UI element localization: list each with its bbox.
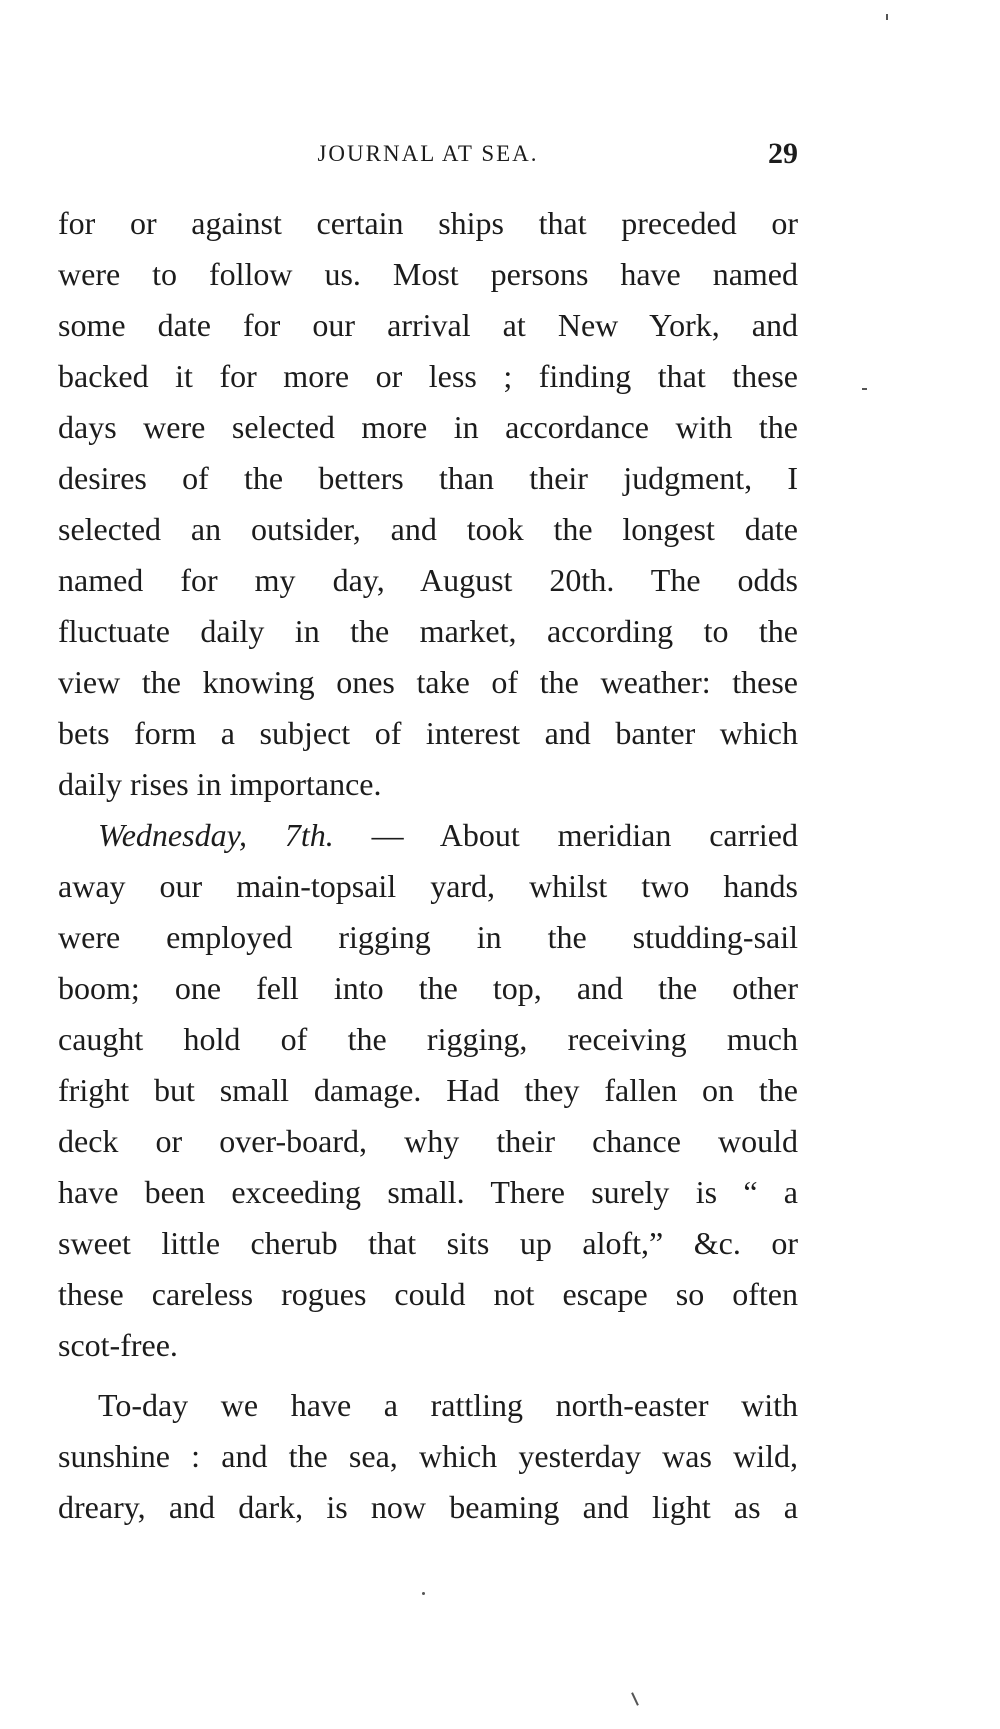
text-line: desires of the betters than their judgment, I — [58, 460, 798, 496]
text-line: have been exceeding small. There surely is “ a — [58, 1174, 798, 1210]
paragraph-1 — [58, 198, 798, 810]
text-line: backed it for more or less ; finding that these — [58, 358, 798, 394]
text-line: fright but small damage. Had they fallen on the — [58, 1072, 798, 1108]
text-line: bets form a subject of interest and banter which — [58, 715, 798, 751]
text-line: some date for our arrival at New York, and — [58, 307, 798, 343]
page-number: 29 — [768, 137, 798, 170]
text-line: To-day we have a rattling north-easter with — [98, 1387, 798, 1423]
text-line: daily rises in importance. — [58, 766, 382, 802]
running-title: JOURNAL AT SEA. — [317, 141, 539, 166]
text-line-lead — [58, 810, 798, 861]
running-head — [58, 137, 798, 177]
text-line: were employed rigging in the studding-sail — [58, 919, 798, 955]
text-line: days were selected more in accordance with the — [58, 409, 798, 445]
text-line: boom; one fell into the top, and the other — [58, 970, 798, 1006]
paragraph-3 — [58, 1380, 798, 1533]
lead-text: — About meridian carried — [333, 817, 799, 853]
text-line: deck or over-board, why their chance would — [58, 1123, 798, 1159]
date-heading: Wednesday, 7th. — [98, 817, 334, 853]
text-line: named for my day, August 20th. The odds — [58, 562, 798, 598]
text-line: view the knowing ones take of the weather: these — [58, 664, 798, 700]
scan-speck — [422, 1592, 425, 1595]
scan-speck — [631, 1692, 639, 1706]
body-text — [58, 198, 798, 1533]
text-line: sweet little cherub that sits up aloft,” &c. or — [58, 1225, 798, 1261]
text-line: scot-free. — [58, 1327, 178, 1363]
text-line: sunshine : and the sea, which yesterday was wild, — [58, 1438, 798, 1474]
scan-speck — [886, 14, 888, 20]
text-line: caught hold of the rigging, receiving much — [58, 1021, 798, 1057]
text-line: fluctuate daily in the market, according to the — [58, 613, 798, 649]
paragraph-2 — [58, 810, 798, 1371]
scan-speck — [862, 388, 867, 390]
text-line: for or against certain ships that preceded or — [58, 205, 798, 241]
text-line: these careless rogues could not escape so often — [58, 1276, 798, 1312]
text-line: dreary, and dark, is now beaming and light as a — [58, 1489, 798, 1525]
text-line: selected an outsider, and took the longest date — [58, 511, 798, 547]
paragraph-gap — [58, 1371, 798, 1380]
text-line: away our main-topsail yard, whilst two hands — [58, 868, 798, 904]
text-line: were to follow us. Most persons have named — [58, 256, 798, 292]
